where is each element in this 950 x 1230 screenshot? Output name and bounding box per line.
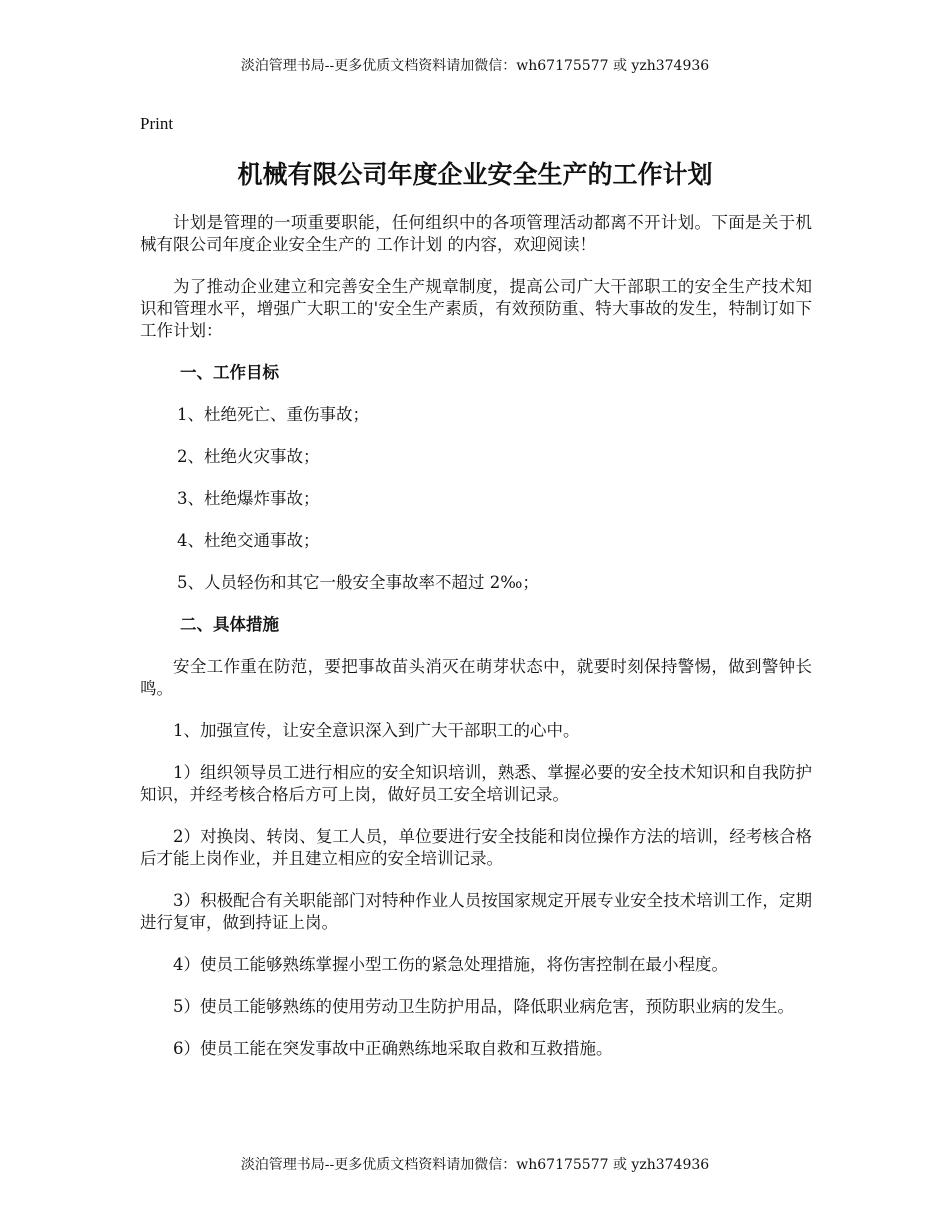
section-heading-measures: 二、具体措施 [180, 615, 279, 634]
measure-sub-item: 1）组织领导员工进行相应的安全知识培训，熟悉、掌握必要的安全技术知识和自我防护知识，并经考核合格后方可上岗，做好员工安全培训记录。 [140, 763, 812, 804]
document-title: 机械有限公司年度企业安全生产的工作计划 [237, 160, 713, 189]
measure-sub-item: 5）使员工能够熟练的使用劳动卫生防护用品，降低职业病危害，预防职业病的发生。 [173, 997, 794, 1016]
goal-item: 2、杜绝火灾事故； [177, 447, 320, 466]
measure-item: 1、加强宣传，让安全意识深入到广大干部职工的心中。 [173, 721, 580, 740]
goal-item: 1、杜绝死亡、重伤事故； [177, 405, 369, 424]
measures-lead-paragraph: 安全工作重在防范，要把事故苗头消灭在萌芽状态中，就要时刻保持警惕，做到警钟长鸣。 [140, 657, 812, 698]
goal-item: 4、杜绝交通事故； [177, 531, 320, 550]
page-footer-note: 淡泊管理书局--更多优质文档资料请加微信：wh67175577 或 yzh374936 [240, 1157, 710, 1173]
section-heading-goals: 一、工作目标 [180, 363, 279, 382]
measure-sub-item: 4）使员工能够熟练掌握小型工伤的紧急处理措施，将伤害控制在最小程度。 [173, 955, 728, 974]
goal-item: 5、人员轻伤和其它一般安全事故率不超过 2‰； [177, 573, 539, 592]
goal-item: 3、杜绝爆炸事故； [177, 489, 320, 508]
document-body [140, 212, 812, 1080]
page-header-note: 淡泊管理书局--更多优质文档资料请加微信：wh67175577 或 yzh374936 [240, 58, 710, 74]
intro-paragraph: 计划是管理的一项重要职能，任何组织中的各项管理活动都离不开计划。下面是关于机械有限公司年度企业安全生产的 工作计划 的内容，欢迎阅读！ [140, 213, 812, 254]
measure-sub-item: 6）使员工能在突发事故中正确熟练地采取自救和互救措施。 [173, 1039, 613, 1058]
purpose-paragraph: 为了推动企业建立和完善安全生产规章制度，提高公司广大干部职工的安全生产技术知识和管理水平，增强广大职工的'安全生产素质，有效预防重、特大事故的发生，特制订如下工作计划： [140, 277, 812, 340]
measure-sub-item: 2）对换岗、转岗、复工人员，单位要进行安全技能和岗位操作方法的培训，经考核合格后才能上岗作业，并且建立相应的安全培训记录。 [140, 827, 812, 868]
measure-sub-item: 3）积极配合有关职能部门对特种作业人员按国家规定开展专业安全技术培训工作，定期进行复审，做到持证上岗。 [140, 891, 812, 932]
print-label: Print [140, 114, 174, 133]
